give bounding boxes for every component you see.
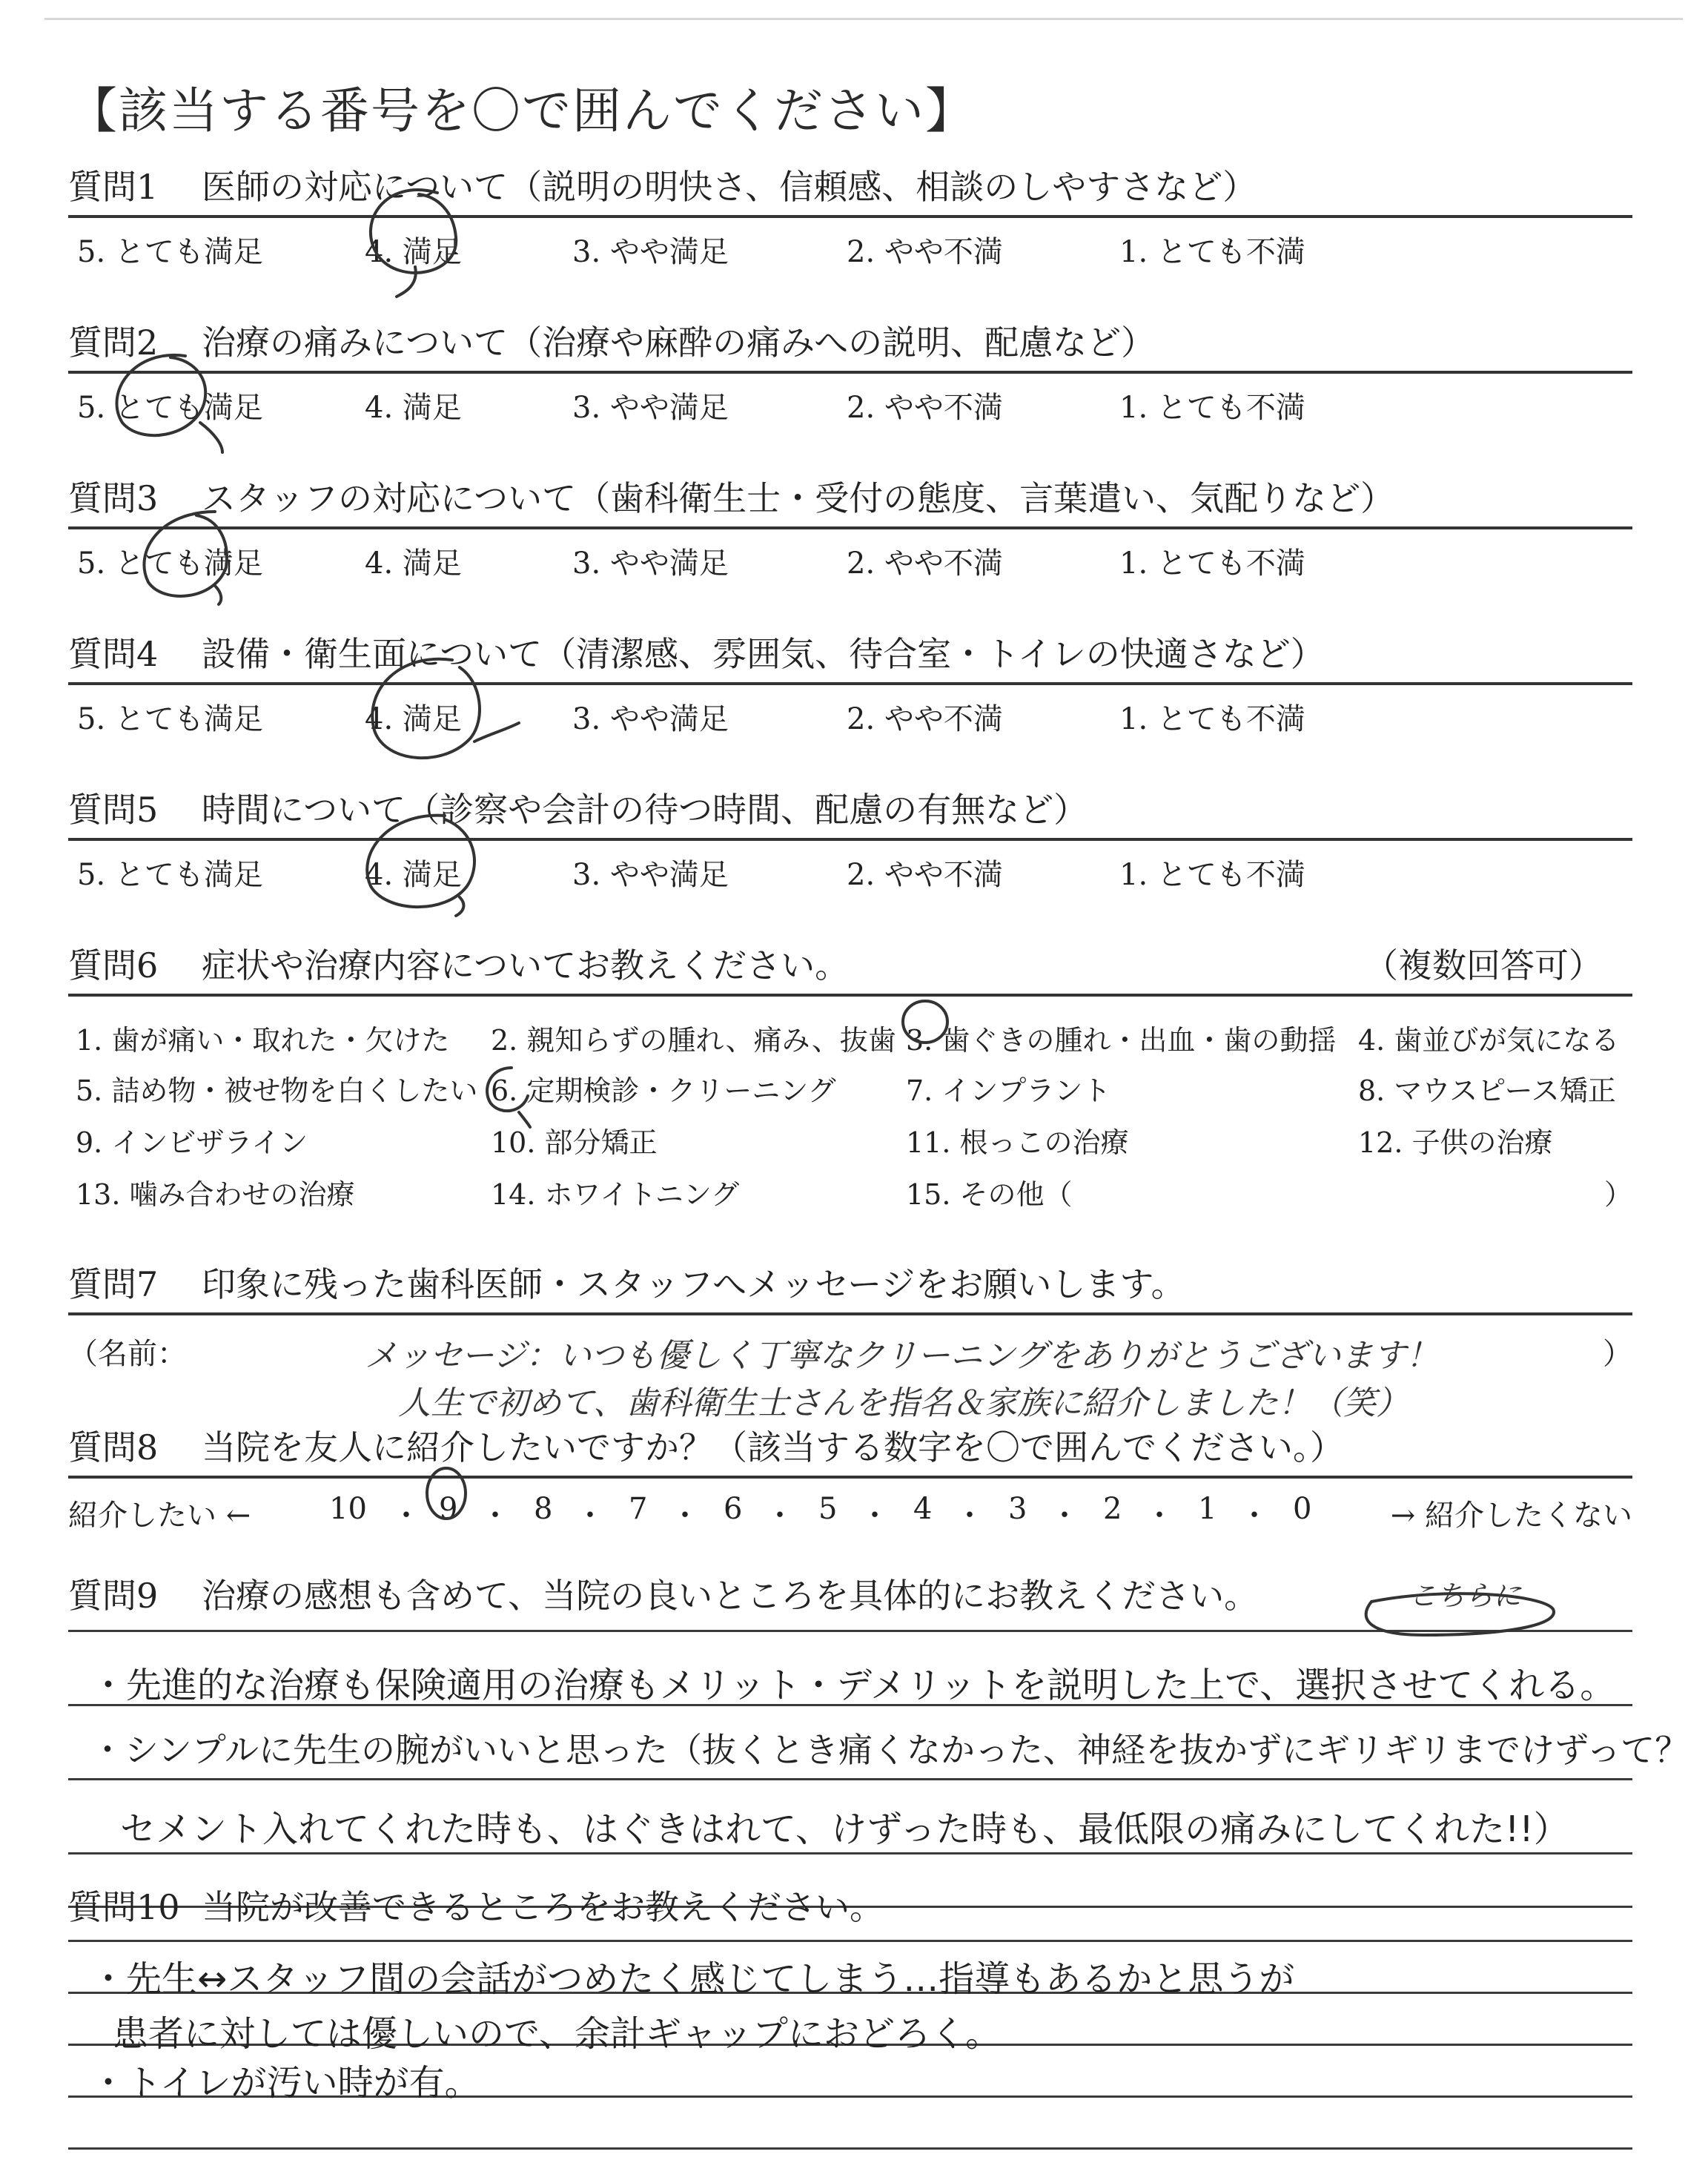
symptom-option[interactable]: 5. 詰め物・被せ物を白くしたい xyxy=(76,1074,478,1107)
question-header xyxy=(68,771,1632,841)
scale-separator: ・ xyxy=(575,1499,605,1533)
option-satisfied[interactable]: 4. 満足 xyxy=(365,546,462,581)
symptom-option[interactable]: 9. インビザライン xyxy=(76,1126,308,1159)
handwritten-answer-line: 患者に対しては優しいので、余計ギャップにおどろく。 xyxy=(113,2013,1002,2055)
rating-options xyxy=(68,685,1632,737)
symptom-options xyxy=(68,997,1632,1212)
question-number: 質問2 xyxy=(68,323,159,363)
symptom-option[interactable]: 13. 噛み合わせの治療 xyxy=(76,1178,355,1211)
option-very-dissatisfied[interactable]: 1. とても不満 xyxy=(1119,858,1305,892)
scale-number-selected[interactable]: 9 xyxy=(439,1492,458,1526)
option-somewhat-dissatisfied[interactable]: 2. やや不満 xyxy=(847,702,1003,736)
symptom-option[interactable]: 2. 親知らずの腫れ、痛み、抜歯 xyxy=(491,1024,896,1057)
option-somewhat-satisfied[interactable]: 3. やや満足 xyxy=(572,702,729,736)
question-header xyxy=(68,1409,1632,1479)
question-8 xyxy=(68,1409,1632,1538)
option-very-dissatisfied[interactable]: 1. とても不満 xyxy=(1119,702,1305,736)
scale-number[interactable]: 10 xyxy=(329,1492,367,1526)
question-number: 質問8 xyxy=(68,1427,159,1467)
scale-number[interactable]: 3 xyxy=(1008,1492,1027,1526)
scale-number[interactable]: 1 xyxy=(1198,1492,1217,1526)
option-very-dissatisfied[interactable]: 1. とても不満 xyxy=(1119,391,1305,425)
handwritten-annotation: こちらに xyxy=(1409,1579,1522,1612)
option-satisfied[interactable]: 4. 満足 xyxy=(365,702,462,736)
scale-separator: ・ xyxy=(1145,1499,1174,1533)
writing-line xyxy=(68,1852,1632,1855)
writing-line xyxy=(68,1778,1632,1780)
recommend-scale xyxy=(68,1479,1632,1538)
question-4 xyxy=(68,615,1632,737)
option-very-satisfied[interactable]: 5. とても満足 xyxy=(77,391,263,425)
scale-number[interactable]: 8 xyxy=(534,1492,553,1526)
handwritten-message-line: 人生で初めて、歯科衛生士さんを指名＆家族に紹介しました！（笑） xyxy=(398,1384,1409,1422)
option-very-satisfied[interactable]: 5. とても満足 xyxy=(77,235,263,269)
handwritten-answer-line: ・先生↔スタッフ間の会話がつめたく感じてしまう…指導もあるかと思うが xyxy=(90,1958,1295,2000)
question-text: 医師の対応について（説明の明快さ、信頼感、相談のしやすさなど） xyxy=(202,167,1257,207)
question-number: 質問4 xyxy=(68,634,159,674)
question-text: 当院を友人に紹介したいですか？（該当する数字を〇で囲んでください。） xyxy=(202,1427,1344,1467)
rating-options xyxy=(68,529,1632,581)
multiple-answer-note: （複数回答可） xyxy=(1364,945,1603,985)
scale-separator: ・ xyxy=(391,1499,421,1533)
handwritten-answer-line: ・先進的な治療も保険適用の治療もメリット・デメリットを説明した上で、選択させてくれる。 xyxy=(90,1665,1616,1706)
option-somewhat-dissatisfied[interactable]: 2. やや不満 xyxy=(847,235,1003,269)
symptom-option[interactable]: 10. 部分矯正 xyxy=(491,1126,658,1159)
scale-number[interactable]: 7 xyxy=(629,1492,648,1526)
option-satisfied[interactable]: 4. 満足 xyxy=(365,235,462,269)
scale-number[interactable]: 4 xyxy=(913,1492,933,1526)
scale-separator: ・ xyxy=(1050,1499,1079,1533)
scale-left-label: 紹介したい ← xyxy=(68,1499,251,1533)
symptom-option[interactable]: 1. 歯が痛い・取れた・欠けた xyxy=(76,1024,450,1057)
symptom-option[interactable]: 6. 定期検診・クリーニング xyxy=(491,1074,836,1107)
scale-separator: ・ xyxy=(670,1499,700,1533)
question-number: 質問9 xyxy=(68,1576,159,1616)
symptom-option[interactable]: 7. インプラント xyxy=(906,1074,1111,1107)
handwritten-answer-line: ・トイレが汚い時が有。 xyxy=(90,2062,480,2104)
option-somewhat-satisfied[interactable]: 3. やや満足 xyxy=(572,858,729,892)
scale-separator: ・ xyxy=(765,1499,795,1533)
scale-separator: ・ xyxy=(860,1499,890,1533)
option-somewhat-satisfied[interactable]: 3. やや満足 xyxy=(572,546,729,581)
option-somewhat-satisfied[interactable]: 3. やや満足 xyxy=(572,235,729,269)
question-number: 質問10 xyxy=(68,1887,180,1927)
writing-line xyxy=(68,1630,1632,1632)
rating-options xyxy=(68,374,1632,426)
rating-options xyxy=(68,218,1632,270)
question-text: スタッフの対応について（歯科衛生士・受付の態度、言葉遣い、気配りなど） xyxy=(202,478,1395,518)
option-very-satisfied[interactable]: 5. とても満足 xyxy=(77,858,263,892)
question-header xyxy=(68,927,1632,997)
scale-number[interactable]: 0 xyxy=(1293,1492,1312,1526)
answer-lines[interactable] xyxy=(68,1935,1632,2158)
symptom-option-other[interactable]: 15. その他（ xyxy=(906,1178,1073,1211)
question-header xyxy=(68,1246,1632,1315)
question-number: 質問3 xyxy=(68,478,159,518)
question-header xyxy=(68,1557,1632,1624)
option-satisfied[interactable]: 4. 満足 xyxy=(365,391,462,425)
question-number: 質問5 xyxy=(68,790,159,830)
question-header xyxy=(68,460,1632,529)
option-very-satisfied[interactable]: 5. とても満足 xyxy=(77,546,263,581)
question-1 xyxy=(68,148,1632,270)
question-5 xyxy=(68,771,1632,893)
question-header xyxy=(68,304,1632,374)
question-7 xyxy=(68,1246,1632,1427)
scale-separator: ・ xyxy=(480,1499,510,1533)
scale-number[interactable]: 5 xyxy=(818,1492,838,1526)
question-number: 質問1 xyxy=(68,167,159,207)
option-somewhat-dissatisfied[interactable]: 2. やや不満 xyxy=(847,858,1003,892)
question-number: 質問6 xyxy=(68,945,159,985)
question-text: 治療の痛みについて（治療や麻酔の痛みへの説明、配慮など） xyxy=(202,323,1156,363)
symptom-option[interactable]: 8. マウスピース矯正 xyxy=(1358,1074,1616,1107)
symptom-option[interactable]: 3. 歯ぐきの腫れ・出血・歯の動揺 xyxy=(906,1024,1337,1057)
question-header xyxy=(68,615,1632,685)
other-close-paren: ） xyxy=(1603,1178,1632,1211)
question-10 xyxy=(68,1876,1632,2158)
scale-separator: ・ xyxy=(955,1499,984,1533)
scale-number[interactable]: 2 xyxy=(1103,1492,1122,1526)
symptom-option[interactable]: 14. ホワイトニング xyxy=(491,1178,740,1211)
question-text: 治療の感想も含めて、当院の良いところを具体的にお教えください。 xyxy=(202,1576,1259,1616)
handwritten-answer-line: セメント入れてくれた時も、はぐきはれて、けずった時も、最低限の痛みにしてくれた!!） xyxy=(120,1809,1569,1850)
option-very-dissatisfied[interactable]: 1. とても不満 xyxy=(1119,546,1305,581)
handwritten-answer-line: ・シンプルに先生の腕がいいと思った（抜くとき痛くなかった、神経を抜かずにギリギリまでけずって？ xyxy=(90,1730,1689,1770)
symptom-option[interactable]: 11. 根っこの治療 xyxy=(906,1126,1129,1159)
page-title: 【該当する番号を〇で囲んでください】 xyxy=(68,82,976,139)
option-satisfied[interactable]: 4. 満足 xyxy=(365,858,462,892)
question-9 xyxy=(68,1557,1689,1928)
question-text: 時間について（診察や会計の待つ時間、配慮の有無など） xyxy=(202,790,1088,830)
question-text: 設備・衛生面について（清潔感、雰囲気、待合室・トイレの快適さなど） xyxy=(202,634,1325,674)
scale-right-label: → 紹介したくない xyxy=(1390,1499,1632,1533)
question-2 xyxy=(68,304,1632,426)
top-border xyxy=(44,18,1683,20)
scale-number[interactable]: 6 xyxy=(724,1492,743,1526)
writing-line xyxy=(68,1940,1632,1942)
option-very-satisfied[interactable]: 5. とても満足 xyxy=(77,702,263,736)
name-label: （名前： xyxy=(68,1337,187,1371)
message-close-paren: ） xyxy=(1603,1337,1632,1371)
question-text: 印象に残った歯科医師・スタッフへメッセージをお願いします。 xyxy=(202,1264,1185,1304)
question-number: 質問7 xyxy=(68,1264,159,1304)
question-text: 当院が改善できるところをお教えください。 xyxy=(202,1887,884,1927)
question-3 xyxy=(68,460,1632,581)
symptom-option[interactable]: 4. 歯並びが気になる xyxy=(1358,1024,1620,1057)
writing-line xyxy=(68,2147,1632,2150)
scale-separator: ・ xyxy=(1239,1499,1269,1533)
question-6 xyxy=(68,927,1632,1212)
option-somewhat-dissatisfied[interactable]: 2. やや不満 xyxy=(847,546,1003,581)
question-header xyxy=(68,1876,1632,1935)
question-text: 症状や治療内容についてお教えください。 xyxy=(202,945,850,985)
question-header xyxy=(68,148,1632,218)
rating-options xyxy=(68,841,1632,893)
option-very-dissatisfied[interactable]: 1. とても不満 xyxy=(1119,235,1305,269)
handwritten-message-line: メッセージ：いつも優しく丁寧なクリーニングをありがとうございます！ xyxy=(365,1337,1439,1375)
option-somewhat-satisfied[interactable]: 3. やや満足 xyxy=(572,391,729,425)
option-somewhat-dissatisfied[interactable]: 2. やや不満 xyxy=(847,391,1003,425)
symptom-option[interactable]: 12. 子供の治療 xyxy=(1358,1126,1553,1159)
